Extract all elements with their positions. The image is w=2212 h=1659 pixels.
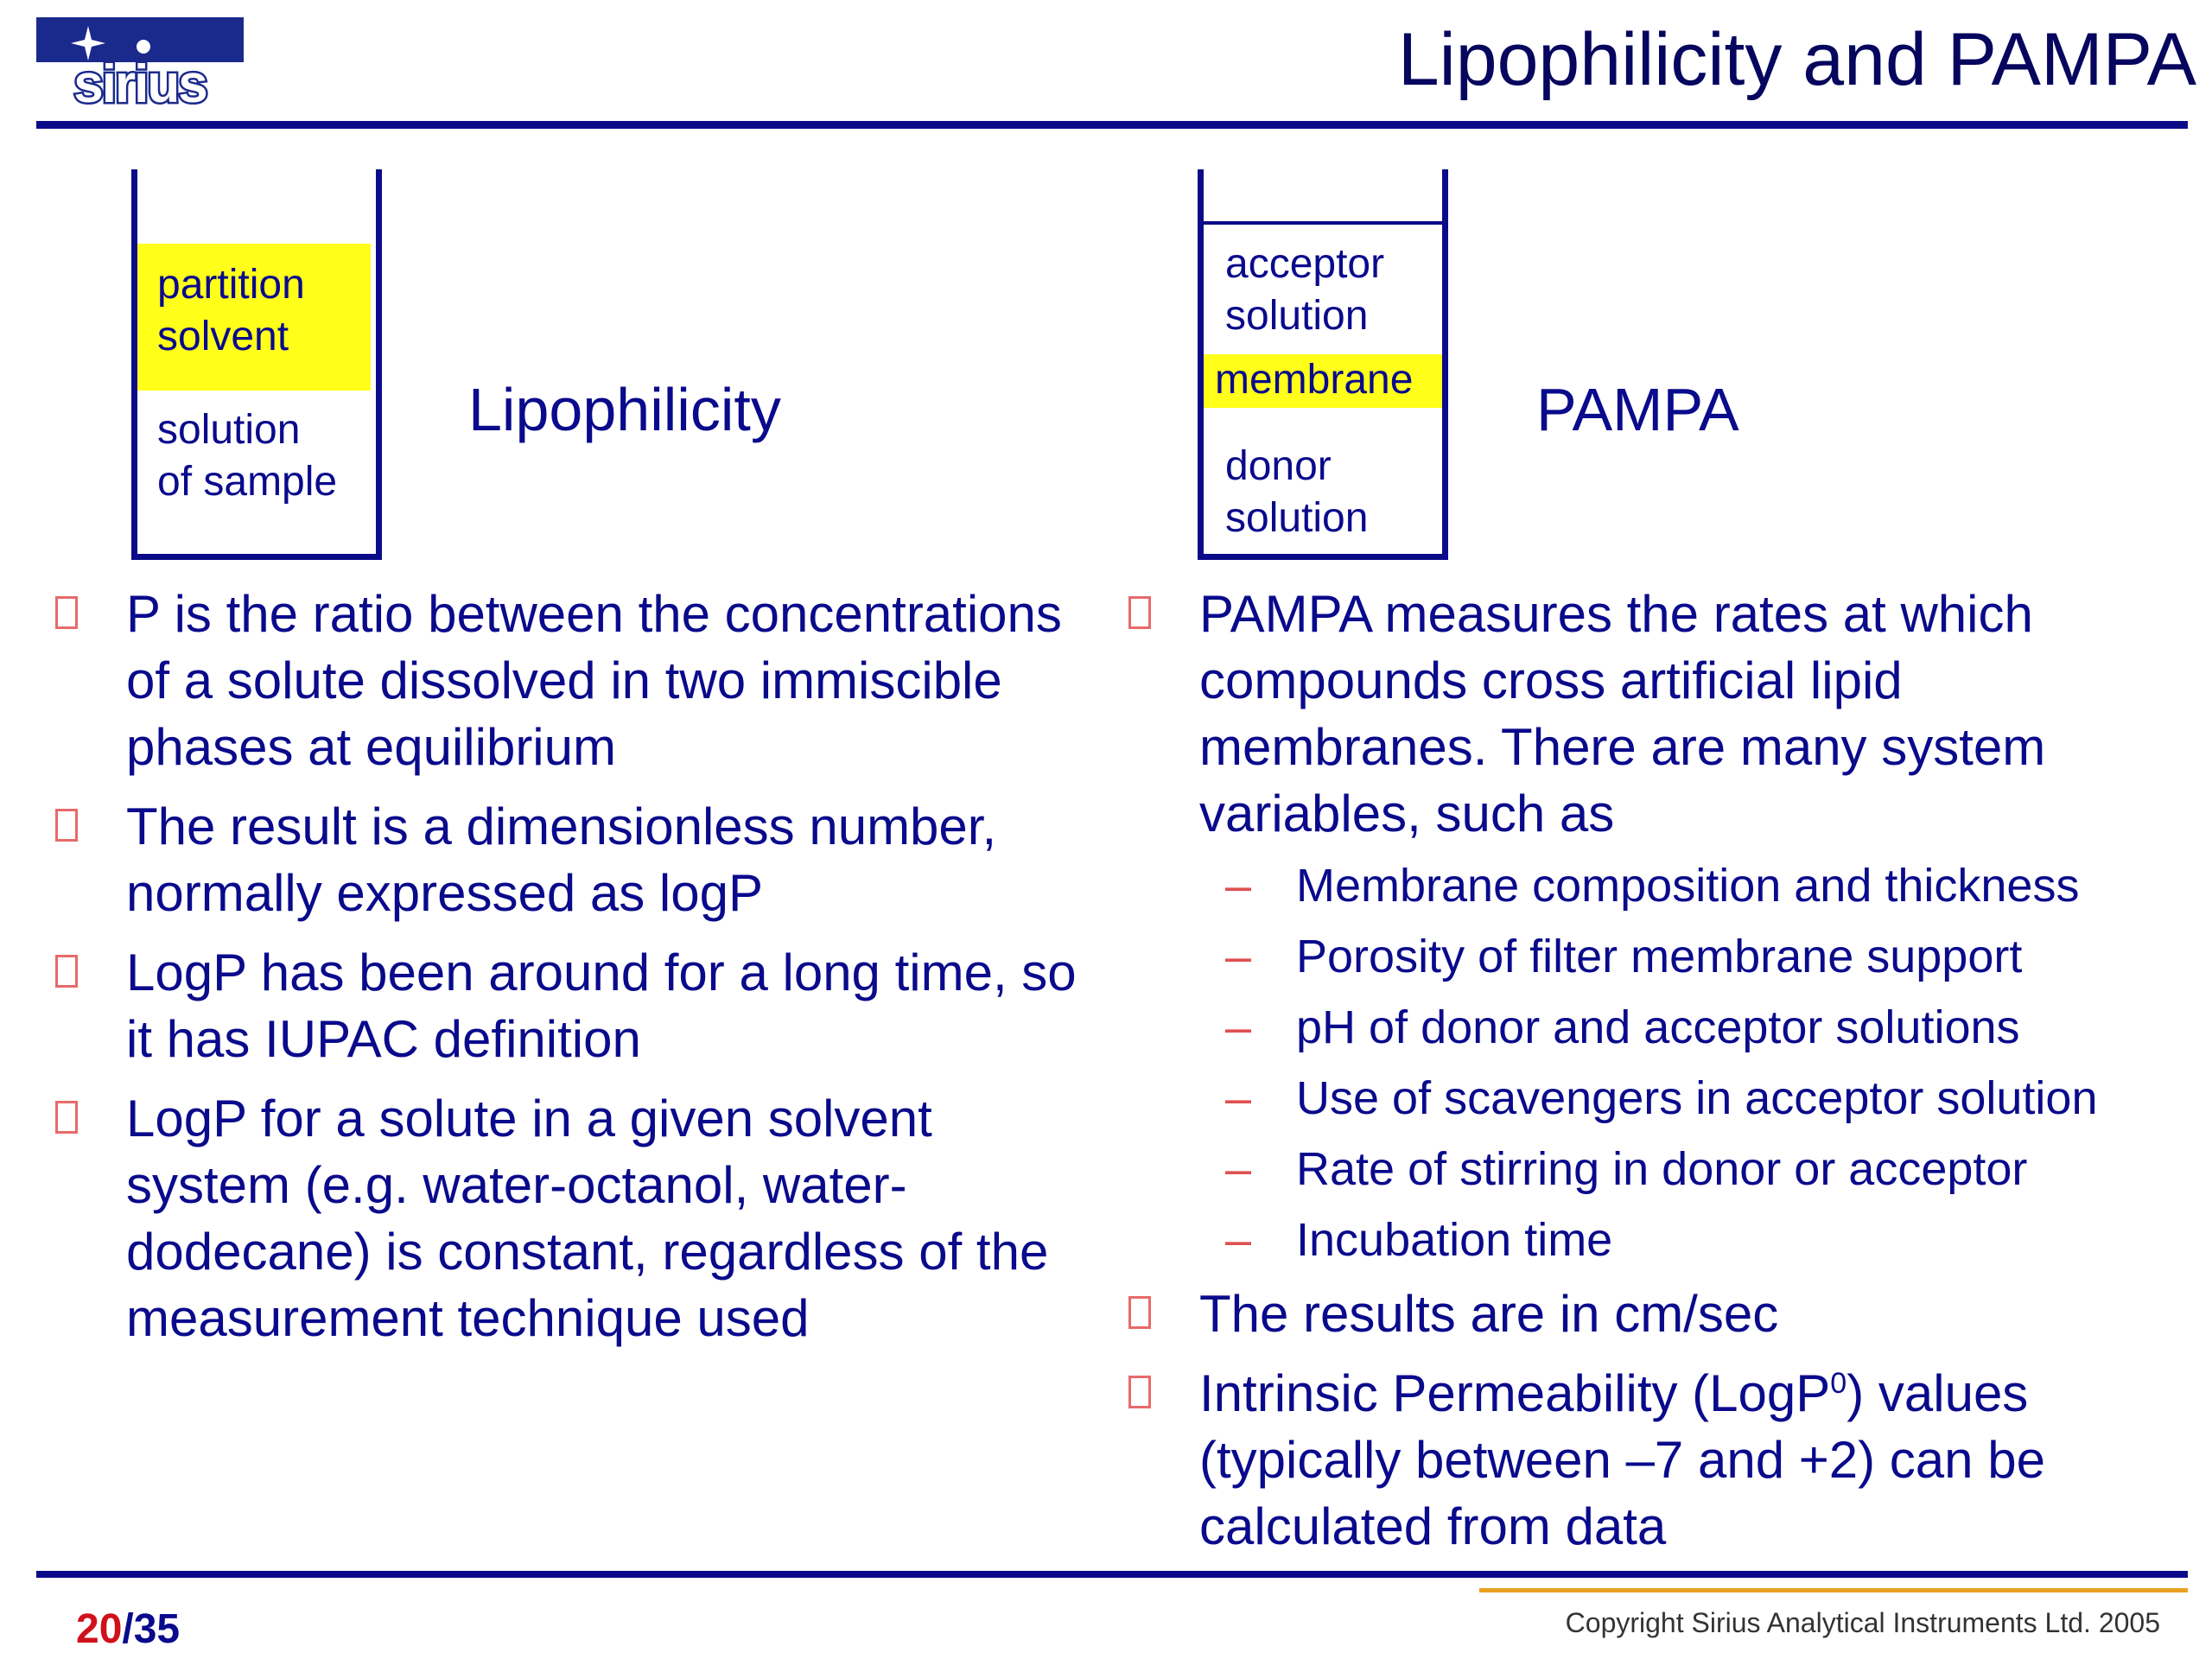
page-title: Lipophilicity and PAMPA [1397,18,2196,101]
dash-icon: – [1225,931,1252,982]
sub-bullet-item [1225,850,2158,921]
sub-bullet-item [1225,1134,2158,1205]
bullet-box-icon [55,596,78,629]
bullet-box-icon [1128,596,1151,629]
dash-icon: – [1225,1001,1252,1053]
bullet-box-icon [1128,1296,1151,1329]
bullet-box-icon [1128,1376,1151,1408]
bullet-text: The result is a dimensionless number, normally expressed as logP [126,798,997,922]
variables-sublist [1225,850,2158,1275]
dash-icon: – [1225,1072,1252,1124]
lipophilicity-label: Lipophilicity [468,376,781,443]
sub-bullet-text: pH of donor and acceptor solutions [1296,1001,2020,1053]
sub-bullet-item [1225,1063,2158,1134]
text-line: solution [1225,293,1369,339]
text-line: solvent [157,314,289,359]
text-line: of sample [157,459,338,505]
bullet-item [1199,581,2158,847]
bullet-item [126,1085,1094,1351]
acceptor-top-line [1204,221,1442,225]
sub-bullet-item [1225,992,2158,1063]
current-page: 20 [76,1606,123,1652]
bullet-item [126,793,1094,926]
page-number [76,1605,180,1653]
sirius-logo-graphic [36,17,244,107]
bullet-text: LogP for a solute in a given solvent system (e.g. water-octanol, water-dodecane) is constant, regardless of the measurement technique used [126,1090,1049,1347]
header-divider [36,121,2188,129]
pampa-bullets [1199,581,2158,1560]
sample-solution-label [157,404,337,508]
bullet-box-icon [55,809,78,842]
bullet-box-icon [55,955,78,988]
bullet-item [126,939,1094,1072]
text-line: partition [157,262,305,308]
footer-divider [36,1571,2188,1578]
text-line: donor [1225,443,1332,489]
sub-bullet-text: Membrane composition and thickness [1296,860,2080,912]
partition-solvent-label [157,259,305,363]
membrane-layer [1204,354,1442,408]
donor-solution-label [1225,441,1368,544]
bullet-item [1199,1360,2158,1560]
text-line: solution [157,407,301,453]
sub-bullet-item [1225,921,2158,992]
membrane-label: membrane [1215,357,1414,403]
dash-icon: – [1225,1214,1252,1266]
bullet-item [1199,1281,2158,1347]
footer-accent-line [1479,1588,2188,1592]
dash-icon: – [1225,1143,1252,1195]
text-line: solution [1225,495,1369,541]
bullet-text: Intrinsic Permeability (LogP [1199,1364,1831,1422]
sub-bullet-item [1225,1205,2158,1275]
sub-bullet-text: Porosity of filter membrane support [1296,931,2023,982]
total-pages: /35 [122,1606,181,1652]
lipophilicity-bullets [126,581,1094,1351]
bullet-item [126,581,1094,780]
sub-bullet-text: Incubation time [1296,1214,1613,1266]
sirius-logo [36,17,244,107]
bullet-box-icon [55,1101,78,1134]
bullet-text: The results are in cm/sec [1199,1285,1779,1343]
text-line: acceptor [1225,241,1385,287]
copyright-notice: Copyright Sirius Analytical Instruments Ltd. 2005 [1565,1607,2160,1638]
superscript: 0 [1830,1367,1847,1400]
sub-bullet-text: Use of scavengers in acceptor solution [1296,1072,2098,1124]
bullet-text: PAMPA measures the rates at which compounds cross artificial lipid membranes. There are many system variables, such as [1199,585,2046,842]
sub-bullet-text: Rate of stirring in donor or acceptor [1296,1143,2028,1195]
dash-icon: – [1225,860,1252,912]
acceptor-solution-label [1225,238,1384,342]
bullet-text: ) values (typically between –7 and +2) can be calculated from data [1199,1364,2045,1555]
bullet-text: LogP has been around for a long time, so it has IUPAC definition [126,944,1077,1068]
pampa-label: PAMPA [1536,376,1739,443]
svg-text:sirius: sirius [73,54,207,107]
bullet-text: P is the ratio between the concentrations of a solute dissolved in two immiscible phases at equilibrium [126,585,1062,776]
